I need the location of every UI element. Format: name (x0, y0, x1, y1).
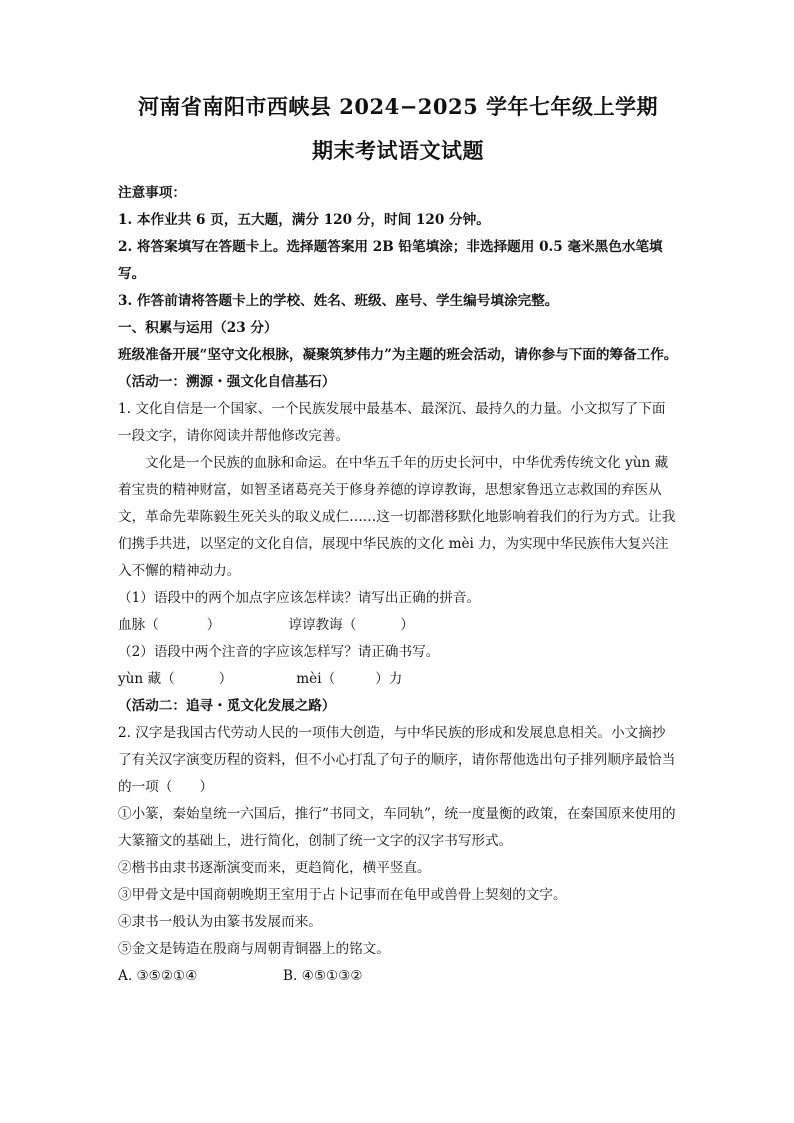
question-1-2-answers (118, 666, 678, 693)
answer-close: ） (206, 617, 221, 633)
sentence-4: ④隶书一般认为由篆书发展而来。 (118, 914, 322, 930)
sentence-3: ③甲骨文是中国商朝晚期王室用于占卜记事而在龟甲或兽骨上契刻的文字。 (118, 887, 567, 903)
answer-close: ） (218, 671, 233, 687)
notes-item-3: 3. 作答前请将答题卡上的学校、姓名、班级、座号、学生编号填涂完整。 (118, 293, 559, 309)
question-1-2: （2）语段中两个注音的字应该怎样写？请正确书写。 (118, 644, 440, 660)
answer-label-yun: yùn 藏（ (118, 671, 175, 687)
question-1-1-answers (118, 612, 678, 639)
question-1: 1. 文化自信是一个国家、一个民族发展中最基本、最深沉、最持久的力量。小文拟写了下面一段文字，请你阅读并帮他修改完善。 (118, 401, 666, 444)
question-1-1: （1）语段中的两个加点字应该怎样读？请写出正确的拼音。 (118, 590, 481, 606)
exam-title-line1: 河南省南阳市西峡县 2024−2025 学年七年级上学期 (137, 94, 659, 119)
section-heading: 一、积累与运用（23 分） (118, 320, 278, 336)
sentence-5: ⑤金文是铸造在殷商与周朝青铜器上的铭文。 (118, 941, 390, 957)
answer-label-mei: mèi（ (296, 671, 336, 687)
question-2-options (118, 963, 678, 990)
question-2: 2. 汉字是我国古代劳动人民的一项伟大创造，与中华民族的形成和发展息息相关。小文摘抄了有关汉字演变历程的资料，但不小心打乱了句子的顺序，请你帮他选出句子排列顺序最恰当的一项（ ） (118, 725, 676, 795)
option-b[interactable]: B. ④⑤①③② (283, 968, 363, 984)
notes-item-2: 2. 将答案填写在答题卡上。选择题答案用 2B 铅笔填涂；非选择题用 0.5 毫米黑色水笔填写。 (118, 239, 663, 282)
sentence-1: ①小篆，秦始皇统一六国后，推行“书同文，车同轨”，统一度量衡的政策，在秦国原来使用的大篆籀文的基础上，进行简化，创制了统一文字的汉字书写形式。 (118, 806, 676, 849)
activity-2-heading: （活动二：追寻・觅文化发展之路） (118, 698, 336, 714)
answer-label-xuemai: 血脉（ (118, 617, 159, 633)
answer-label-zhunzhun: 谆谆教诲（ (288, 617, 357, 633)
exam-title-line2: 期末考试语文试题 (312, 138, 484, 163)
option-a[interactable]: A. ③⑤②①④ (118, 968, 198, 984)
question-1-passage: 文化是一个民族的血脉和命运。在中华五千年的历史长河中，中华优秀传统文化 yùn 藏着宝贵的精神财富，如智圣诸葛亮关于修身养德的谆谆教诲，思想家鲁迅立志救国的弃医从文，革命先辈陈毅生死关头的取义成仁……这一切都潜移默化地影响着我们的行为方式。让我们携手共进，以坚定的文化自信，展现中华民族的文化 mèi 力，为实现中华民族伟大复兴注入不懈的精神动力。 (118, 455, 676, 579)
sentence-2: ②楷书由隶书逐渐演变而来，更趋简化，横平竖直。 (118, 860, 431, 876)
answer-close: ）力 (375, 671, 403, 687)
section-intro: 班级准备开展“坚守文化根脉，凝聚筑梦伟力”为主题的班会活动，请你参与下面的筹备工作。 (118, 347, 678, 363)
exam-page (118, 92, 678, 990)
activity-1-heading: （活动一：溯源・强文化自信基石） (118, 374, 336, 390)
notes-item-1: 1. 本作业共 6 页，五大题，满分 120 分，时间 120 分钟。 (118, 212, 490, 228)
answer-close: ） (400, 617, 414, 633)
notes-heading: 注意事项： (118, 185, 186, 201)
